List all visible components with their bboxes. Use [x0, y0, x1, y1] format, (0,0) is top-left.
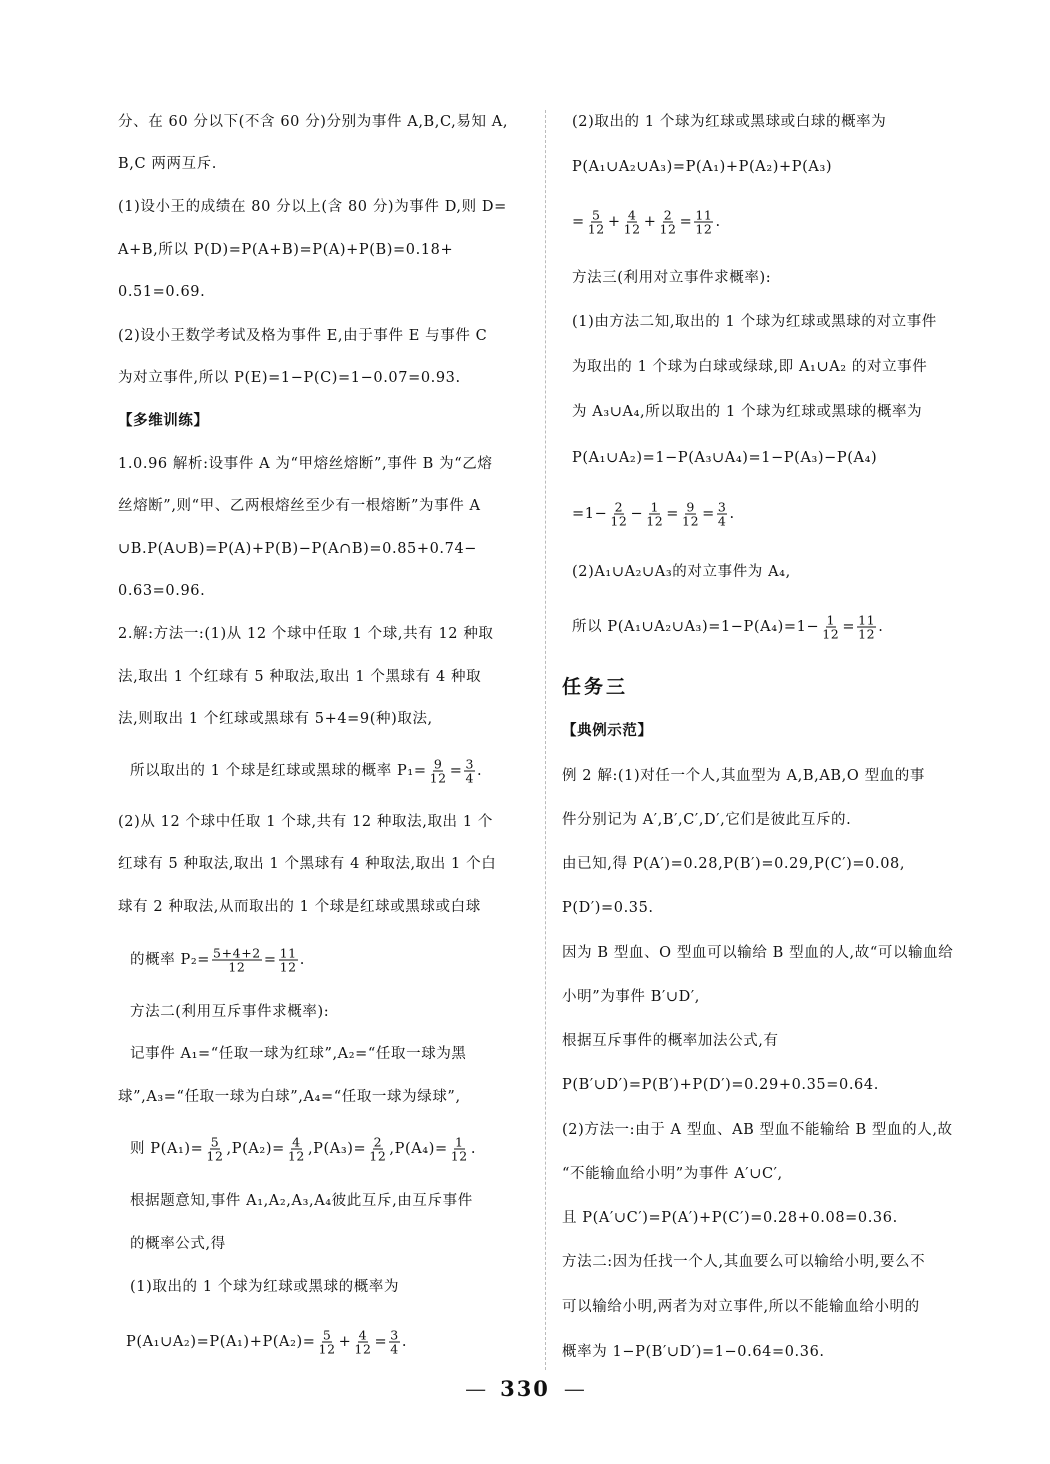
text-line: 方法二:因为任找一个人,其血要么可以输给小明,要么不	[562, 1254, 926, 1270]
formula-text: =	[666, 506, 680, 522]
formula-text: =	[449, 763, 463, 779]
formula-line	[572, 501, 735, 528]
fraction	[353, 1329, 372, 1356]
fraction	[645, 501, 664, 528]
fraction	[821, 614, 840, 641]
formula-text: +	[643, 214, 657, 230]
section-heading-task-three: 任务三	[562, 676, 629, 698]
fraction-numerator: 5+4+2	[213, 945, 261, 961]
fraction-denominator: 12	[858, 626, 876, 642]
text-line: B,C 两两互斥.	[118, 156, 217, 172]
formula-text: −	[630, 506, 644, 522]
formula-text: ,P(A₄)=	[389, 1141, 448, 1157]
text-line: (2)A₁∪A₂∪A₃的对立事件为 A₄,	[572, 564, 791, 580]
text-line: 红球有 5 种取法,取出 1 个黑球有 4 种取法,取出 1 个白	[118, 856, 497, 872]
text-line: 的概率公式,得	[130, 1236, 226, 1252]
fraction-numerator: 2	[663, 207, 673, 223]
fraction-denominator: 12	[646, 513, 664, 529]
fraction-denominator: 12	[318, 1341, 336, 1357]
formula-line	[130, 947, 305, 974]
fraction-denominator: 12	[682, 513, 700, 529]
fraction-numerator: 5	[592, 207, 601, 223]
fraction-denominator: 12	[587, 221, 605, 237]
text-line: 2.解:方法一:(1)从 12 个球中任取 1 个球,共有 12 种取	[118, 626, 494, 642]
fraction-denominator: 12	[450, 1148, 468, 1164]
formula-text: =	[572, 214, 585, 230]
fraction-denominator: 4	[717, 513, 727, 529]
fraction	[389, 1329, 400, 1356]
fraction	[857, 614, 876, 641]
formula-text: .	[715, 214, 721, 230]
fraction-numerator: 11	[858, 612, 876, 628]
formula-text: ,P(A₃)=	[307, 1141, 367, 1157]
text-line: (2)取出的 1 个球为红球或黑球或白球的概率为	[572, 114, 887, 130]
fraction-numerator: 2	[614, 499, 624, 515]
fraction-denominator: 12	[206, 1148, 224, 1164]
formula-line	[572, 614, 883, 641]
formula-text: .	[401, 1334, 408, 1350]
fraction-numerator: 4	[358, 1327, 368, 1343]
formula-text: =	[263, 952, 277, 968]
fraction	[623, 209, 642, 236]
text-line: P(D′)=0.35.	[562, 900, 654, 916]
fraction-numerator: 1	[455, 1134, 464, 1150]
formula-text: +	[607, 214, 621, 230]
text-line: (2)方法一:由于 A 型血、AB 型血不能输给 B 型血的人,故	[562, 1122, 953, 1138]
fraction	[318, 1329, 337, 1356]
fraction-numerator: 9	[686, 499, 695, 515]
fraction-denominator: 12	[369, 1148, 387, 1164]
page-number	[0, 1376, 1050, 1401]
fraction-numerator: 4	[627, 207, 637, 223]
page-number-dash: —	[563, 1377, 585, 1401]
text-line: 可以输给小明,两者为对立事件,所以不能输血给小明的	[562, 1299, 920, 1315]
text-line: 根据互斥事件的概率加法公式,有	[562, 1033, 779, 1049]
fraction	[287, 1136, 306, 1163]
text-line: 球”,A₃=“任取一球为白球”,A₄=“任取一球为绿球”,	[118, 1089, 461, 1105]
text-line: 为取出的 1 个球为白球或绿球,即 A₁∪A₂ 的对立事件	[572, 359, 928, 375]
text-line: “不能输血给小明”为事件 A′∪C′,	[562, 1166, 783, 1182]
formula-line	[572, 209, 721, 236]
formula-text: +	[338, 1334, 352, 1350]
fraction	[694, 209, 713, 236]
column-divider	[545, 110, 546, 1370]
section-heading-multidim-training: 【多维训练】	[118, 412, 209, 429]
text-line: 因为 B 型血、O 型血可以输给 B 型血的人,故“可以输血给	[562, 945, 954, 961]
fraction-numerator: 1	[826, 612, 836, 628]
fraction-numerator: 1	[650, 499, 660, 515]
text-line: 记事件 A₁=“任取一球为红球”,A₂=“任取一球为黑	[130, 1046, 467, 1062]
fraction-denominator: 12	[822, 626, 840, 642]
formula-text: P(A₁∪A₂)=P(A₁)+P(A₂)=	[126, 1334, 316, 1350]
fraction-denominator: 12	[429, 770, 447, 786]
fraction	[658, 209, 677, 236]
formula-line	[130, 758, 482, 785]
fraction-denominator: 12	[287, 1148, 305, 1164]
formula-text: .	[878, 619, 884, 635]
text-line: 概率为 1−P(B′∪D′)=1−0.64=0.36.	[562, 1344, 825, 1360]
text-line: 丝熔断”,则“甲、乙两根熔丝至少有一根熔断”为事件 A	[118, 498, 481, 514]
text-line: (1)设小王的成绩在 80 分以上(含 80 分)为事件 D,则 D=	[118, 199, 507, 215]
text-line: 件分别记为 A′,B′,C′,D′,它们是彼此互斥的.	[562, 812, 852, 828]
text-line: A+B,所以 P(D)=P(A+B)=P(A)+P(B)=0.18+	[118, 242, 454, 258]
fraction	[450, 1136, 469, 1163]
fraction-denominator: 4	[465, 770, 474, 786]
text-line: (1)由方法二知,取出的 1 个球为红球或黑球的对立事件	[572, 314, 937, 330]
formula-text: .	[477, 763, 483, 779]
formula-text: =	[679, 214, 693, 230]
fraction-numerator: 2	[373, 1134, 383, 1150]
text-line: ∪B.P(A∪B)=P(A)+P(B)−P(A∩B)=0.85+0.74−	[118, 541, 478, 557]
formula-line	[126, 1329, 407, 1356]
page-number-dash: —	[465, 1377, 487, 1401]
page-number-value: 330	[500, 1376, 550, 1401]
text-line: (2)设小王数学考试及格为事件 E,由于事件 E 与事件 C	[118, 328, 488, 344]
text-line: (2)从 12 个球中任取 1 个球,共有 12 种取法,取出 1 个	[118, 814, 493, 830]
text-line: 分、在 60 分以下(不含 60 分)分别为事件 A,B,C,易知 A,	[118, 114, 509, 130]
text-line: (1)取出的 1 个球为红球或黑球的概率为	[130, 1279, 400, 1295]
text-line: 例 2 解:(1)对任一个人,其血型为 A,B,AB,O 型血的事	[562, 768, 925, 784]
fraction	[429, 758, 448, 785]
formula-text: =	[702, 506, 715, 522]
fraction-numerator: 4	[292, 1134, 301, 1150]
fraction	[279, 947, 298, 974]
fraction-denominator: 4	[390, 1341, 399, 1357]
text-line: 方法三(利用对立事件求概率):	[572, 270, 772, 286]
text-line: 为 A₃∪A₄,所以取出的 1 个球为红球或黑球的概率为	[572, 404, 923, 420]
formula-text: 的概率 P₂=	[130, 952, 211, 968]
formula-text: 则 P(A₁)=	[130, 1141, 204, 1157]
fraction	[212, 947, 262, 974]
text-line: P(A₁∪A₂)=1−P(A₃∪A₄)=1−P(A₃)−P(A₄)	[572, 450, 878, 466]
formula-text: =1−	[572, 506, 608, 522]
text-line: 0.51=0.69.	[118, 284, 206, 300]
text-line: 由已知,得 P(A′)=0.28,P(B′)=0.29,P(C′)=0.08,	[562, 856, 906, 872]
fraction-denominator: 12	[228, 959, 246, 975]
text-line: 根据题意知,事件 A₁,A₂,A₃,A₄彼此互斥,由互斥事件	[130, 1193, 473, 1209]
fraction-numerator: 5	[322, 1327, 332, 1343]
fraction-numerator: 3	[717, 499, 727, 515]
fraction-denominator: 12	[695, 221, 713, 237]
fraction-numerator: 9	[433, 756, 443, 772]
text-line: P(B′∪D′)=P(B′)+P(D′)=0.29+0.35=0.64.	[562, 1077, 879, 1093]
fraction	[205, 1136, 224, 1163]
fraction-numerator: 3	[465, 756, 474, 772]
fraction-denominator: 12	[610, 513, 628, 529]
text-line: 方法二(利用互斥事件求概率):	[130, 1004, 330, 1020]
formula-line	[130, 1136, 476, 1163]
fraction	[609, 501, 628, 528]
fraction	[368, 1136, 387, 1163]
text-line: 小明”为事件 B′∪D′,	[562, 989, 700, 1005]
fraction-numerator: 11	[279, 945, 297, 961]
text-line: 法,则取出 1 个红球或黑球有 5+4=9(种)取法,	[118, 711, 433, 727]
formula-text: =	[374, 1334, 388, 1350]
formula-text: =	[842, 619, 856, 635]
fraction	[717, 501, 728, 528]
fraction-denominator: 12	[623, 221, 641, 237]
fraction-numerator: 5	[210, 1134, 220, 1150]
text-line: 为对立事件,所以 P(E)=1−P(C)=1−0.07=0.93.	[118, 370, 461, 386]
text-line: 球有 2 种取法,从而取出的 1 个球是红球或黑球或白球	[118, 899, 481, 915]
formula-text: .	[299, 952, 305, 968]
formula-text: .	[729, 506, 735, 522]
formula-text: 所以取出的 1 个球是红球或黑球的概率 P₁=	[130, 763, 427, 779]
fraction-denominator: 12	[354, 1341, 372, 1357]
fraction-numerator: 3	[390, 1327, 399, 1343]
fraction	[587, 209, 606, 236]
fraction-denominator: 12	[279, 959, 297, 975]
section-heading-example-demo: 【典例示范】	[562, 722, 653, 739]
text-line: P(A₁∪A₂∪A₃)=P(A₁)+P(A₂)+P(A₃)	[572, 159, 833, 175]
text-line: 且 P(A′∪C′)=P(A′)+P(C′)=0.28+0.08=0.36.	[562, 1210, 898, 1226]
text-line: 1.0.96 解析:设事件 A 为“甲熔丝熔断”,事件 B 为“乙熔	[118, 456, 493, 472]
fraction-numerator: 11	[695, 207, 713, 223]
fraction	[681, 501, 700, 528]
fraction	[464, 758, 475, 785]
fraction-denominator: 12	[659, 221, 677, 237]
formula-text: 所以 P(A₁∪A₂∪A₃)=1−P(A₄)=1−	[572, 619, 820, 635]
text-line: 法,取出 1 个红球有 5 种取法,取出 1 个黑球有 4 种取	[118, 669, 482, 685]
text-line: 0.63=0.96.	[118, 583, 206, 599]
formula-text: ,P(A₂)=	[226, 1141, 285, 1157]
formula-text: .	[470, 1141, 477, 1157]
